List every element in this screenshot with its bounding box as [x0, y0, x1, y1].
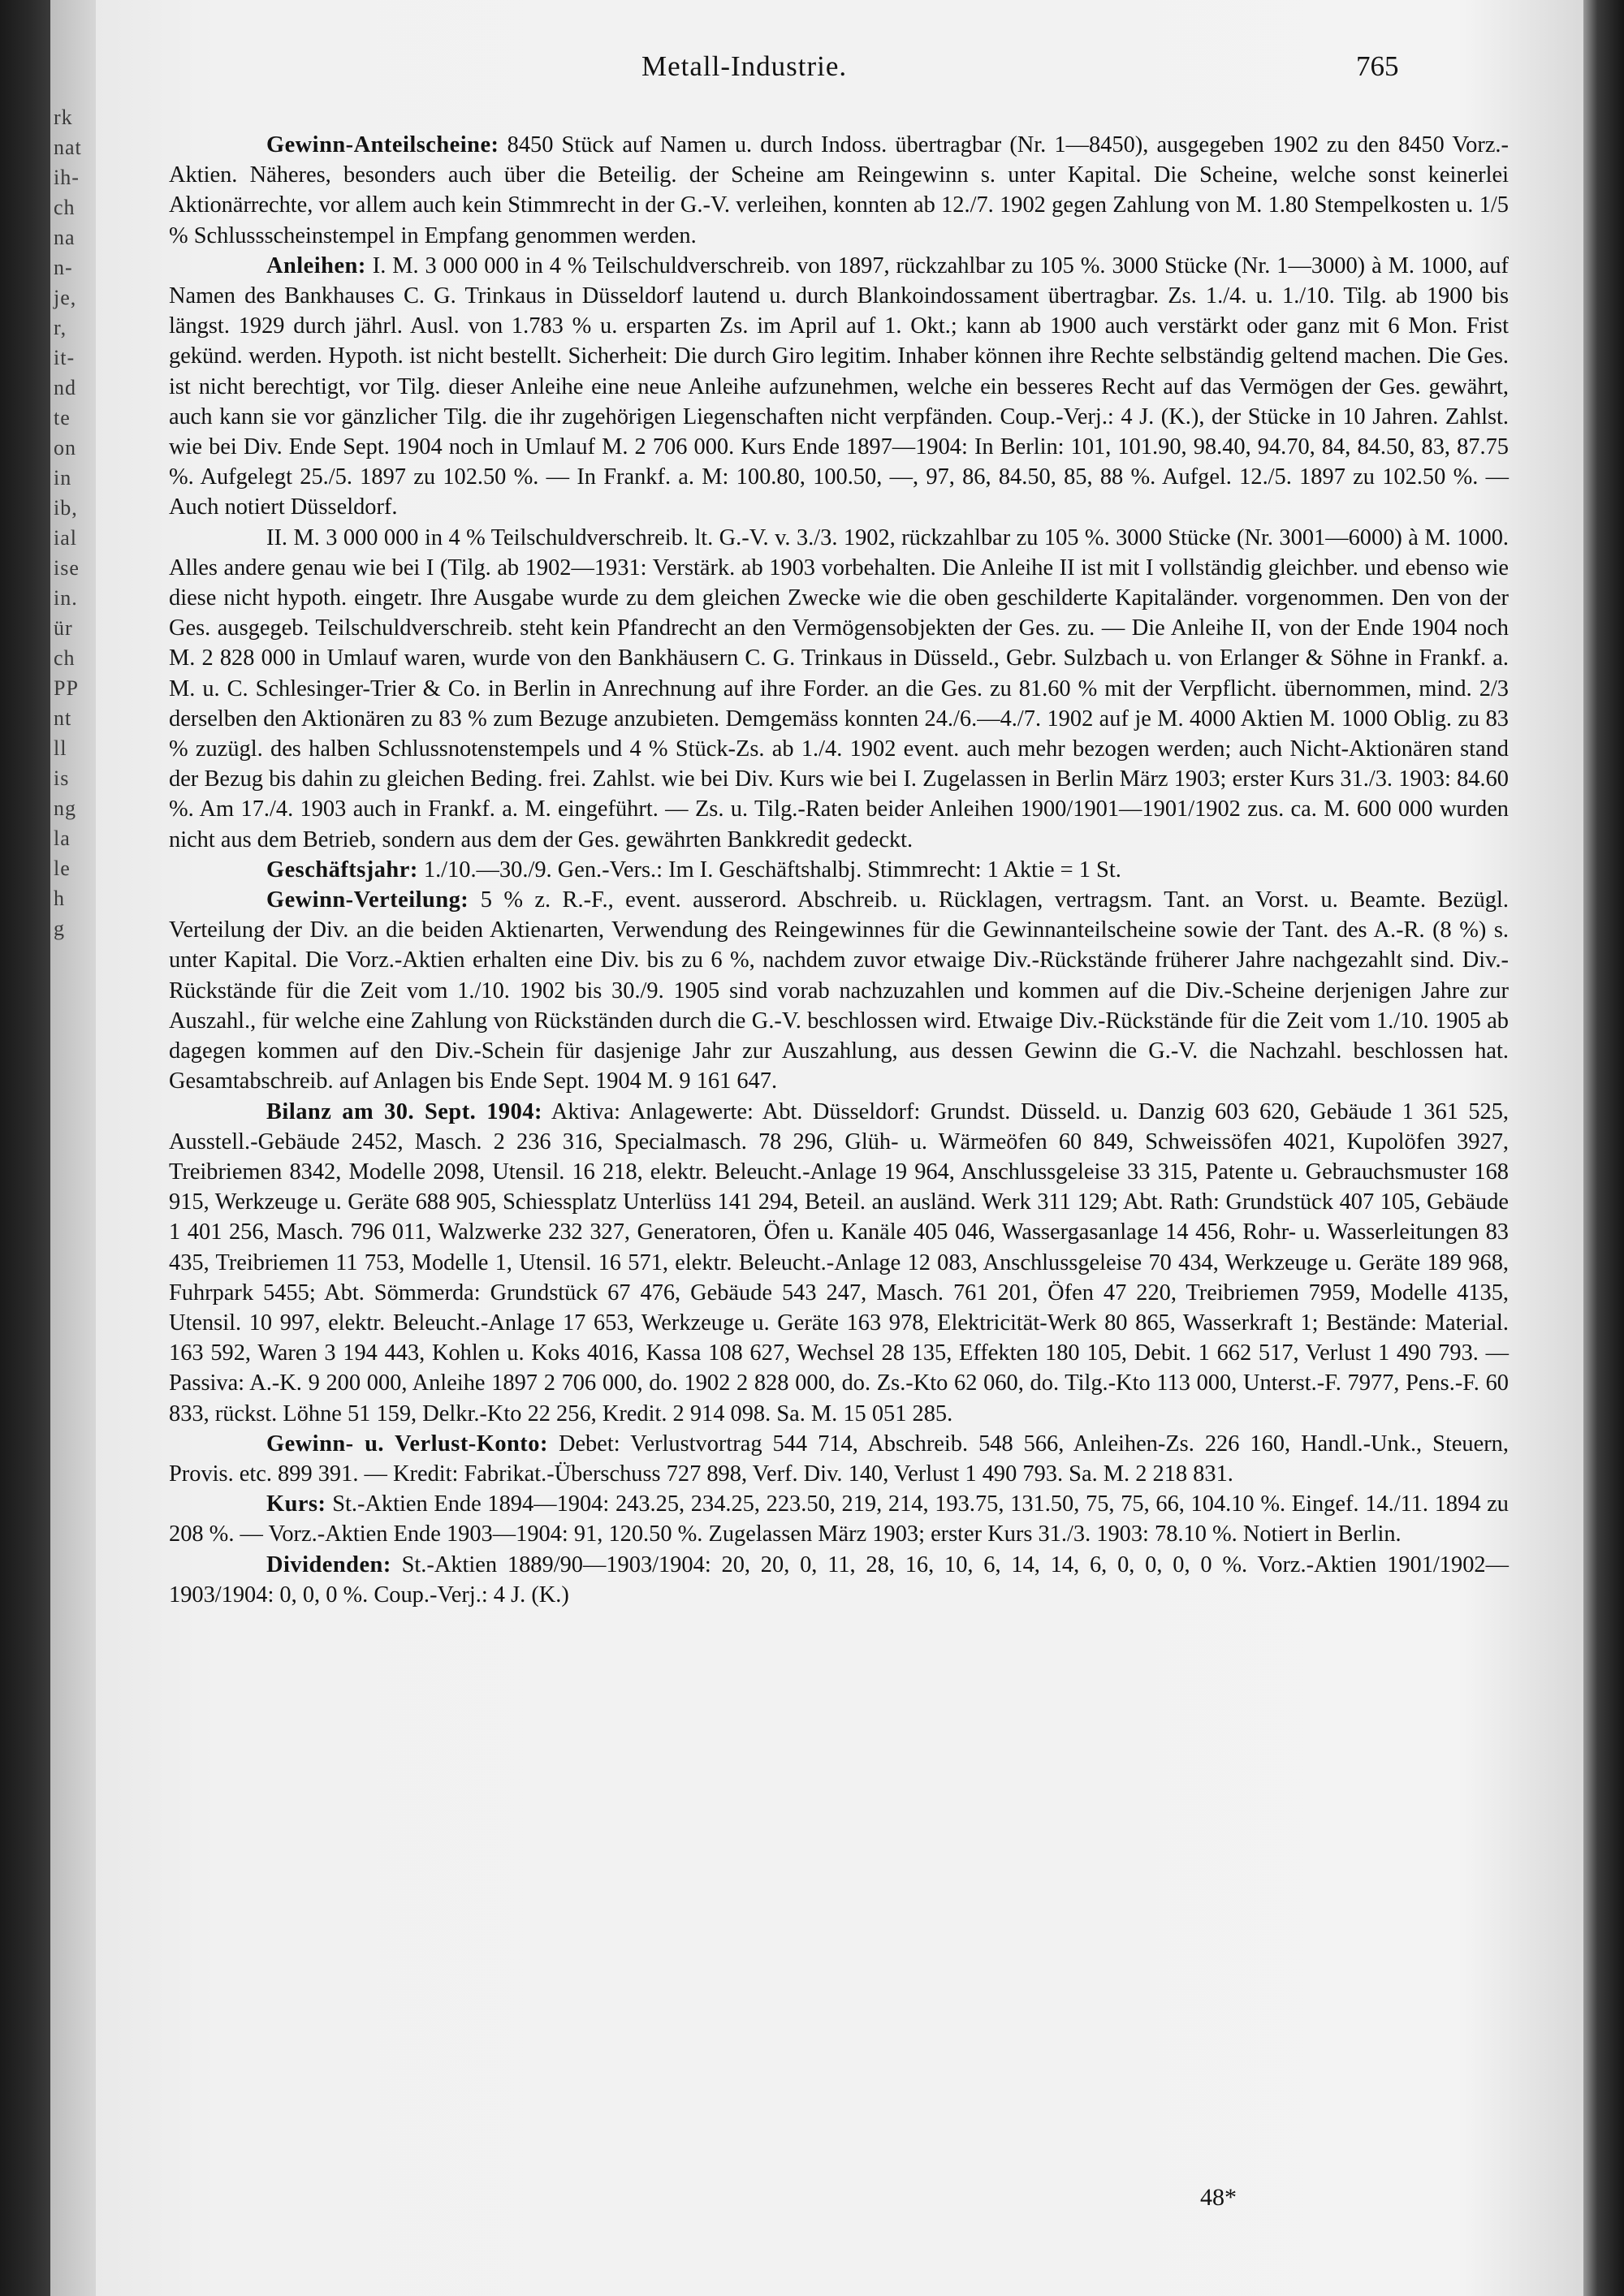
- margin-fragment: ib,: [54, 496, 78, 520]
- book-spine-shadow: [1583, 0, 1624, 2296]
- paragraph-gewinn-verlust: [169, 1429, 1509, 1489]
- page-number: 765: [1356, 50, 1399, 82]
- paragraph-gewinn-anteilscheine: [169, 130, 1509, 251]
- paragraph-text: Aktiva: Anlagewerte: Abt. Düsseldorf: Grundst. Düsseld. u. Danzig 603 620, Gebäude 1 361 525, Ausstell.-Gebäude 2452, Masch. 2 236 316, Specialmasch. 78 296, Glüh- u. Wärmeöfen 60 849, Schweissöfen 4021, Kupolöfen 3927, Treibriemen 8342, Modelle 2098, Utensil. 16 218, elektr. Beleucht.-Anlage 19 964, Anschlussgeleise 33 315, Patente u. Gebrauchsmuster 168 915, Werkzeuge u. Geräte 688 905, Schiessplatz Unterlüss 141 294, Beteil. an ausländ. Werk 311 129; Abt. Rath: Grundstück 407 105, Gebäude 1 401 256, Masch. 796 011, Walzwerke 232 327, Generatoren, Öfen u. Kanäle 405 046, Wassergasanlage 14 456, Rohr- u. Wasserleitungen 83 435, Treibriemen 11 753, Modelle 1, Utensil. 16 571, elektr. Beleucht.-Anlage 12 083, Anschlussgeleise 70 434, Werkzeuge u. Geräte 189 968, Fuhrpark 5455; Abt. Sömmerda: Grundstück 67 476, Gebäude 543 247, Masch. 761 201, Öfen 47 220, Treibriemen 7959, Modelle 4135, Utensil. 10 997, elektr. Beleucht.-Anlage 17 653, Werkzeuge u. Geräte 163 978, Elektricität-Werk 80 865, Wasserkraft 1; Bestände: Material. 163 592, Waren 3 194 443, Kohlen u. Koks 4016, Kassa 108 627, Wechsel 28 135, Effekten 180 105, Debit. 1 662 517, Verlust 1 490 793. — Passiva: A.-K. 9 200 000, Anleihe 1897 2 706 000, do. 1902 2 828 000, do. Zs.-Kto 62 060, do. Tilg.-Kto 113 000, Unterst.-F. 7977, Pens.-F. 60 833, rückst. Löhne 51 159, Delkr.-Kto 22 256, Kredit. 2 914 098. Sa. M. 15 051 285.: [169, 1098, 1510, 1426]
- margin-fragment: h: [54, 887, 65, 910]
- margin-fragment: ll: [54, 736, 67, 760]
- margin-fragment: nat: [54, 136, 82, 159]
- paragraph-label: Gewinn-Verteilung:: [266, 887, 469, 913]
- margin-fragment: in: [54, 466, 72, 490]
- margin-fragment: ise: [54, 556, 80, 580]
- scan-dark-edge: [0, 0, 50, 2296]
- margin-fragment: on: [54, 436, 76, 460]
- paragraph-label: Bilanz am 30. Sept. 1904:: [266, 1098, 542, 1124]
- paragraph-gewinn-verteilung: [169, 885, 1509, 1096]
- book-page: [96, 0, 1583, 2296]
- margin-fragment: ih-: [54, 166, 80, 189]
- margin-fragment: na: [54, 226, 76, 249]
- paragraph-anleihen-ii: [169, 523, 1509, 855]
- paragraph-geschaeftsjahr: [169, 855, 1509, 885]
- paragraph-dividenden: [169, 1550, 1509, 1610]
- paragraph-label: Gewinn- u. Verlust-Konto:: [266, 1431, 548, 1457]
- margin-fragment: r,: [54, 316, 67, 339]
- paragraph-text: II. M. 3 000 000 in 4 % Teilschuldverschreib. lt. G.-V. v. 3./3. 1902, rückzahlbar zu 105 %. 3000 Stücke (Nr. 3001—6000) à M. 1000. Alles andere genau wie bei I (Tilg. ab 1902—1931: Verstärk. ab 1903 vorbehalten. Die Anleihe II ist mit I vollständig gleichber. und ebenso wie diese nicht hypoth. eingetr. Ihre Ausgabe wurde zu dem gleichen Zwecke wie die oben geschilderte Kapitaländer. vorgenommen. Den von der Ges. ausgegeb. Teilschuldverschreib. steht kein Pfandrecht an den Vermögensobjekten der Ges. zu. — Die Anleihe II, von der Ende 1904 noch M. 2 828 000 in Umlauf waren, wurde von den Bankhäusern C. G. Trinkaus in Düsseld., Gebr. Sulzbach u. von Erlanger & Söhne in Frankf. a. M. u. C. Schlesinger-Trier & Co. in Berlin in Anrechnung auf ihre Forder. an die Ges. zu 81.60 % mit der Verpflicht. übernommen, mind. 2/3 derselben den Aktionären zu 83 % zum Bezuge anzubieten. Demgemäss konnten 24./6.—4./7. 1902 auf je M. 4000 Aktien M. 1000 Oblig. zu 83 % zuzügl. des halben Schlussnotenstempels und 4 % Stück-Zs. ab 1./4. 1902 event. auch mehr bezogen werden; auch Nicht-Aktionären stand der Bezug bis dahin zu gleichen Beding. frei. Zahlst. wie bei Div. Kurs wie bei I. Zugelassen in Berlin März 1903; erster Kurs 31./3. 1903: 84.60 %. Am 17./4. 1903 auch in Frankf. a. M. eingeführt. — Zs. u. Tilg.-Raten beider Anleihen 1900/1901—1901/1902 zus. ca. M. 600 000 wurden nicht aus dem Betrieb, sondern aus dem der Ges. gewährten Bankkredit gedeckt.: [169, 524, 1509, 852]
- running-title: Metall-Industrie.: [641, 50, 848, 82]
- margin-fragment: nt: [54, 706, 72, 730]
- margin-fragment: it-: [54, 346, 76, 369]
- margin-fragment: le: [54, 857, 71, 880]
- paragraph-bilanz: [169, 1097, 1509, 1429]
- paragraph-label: Kurs:: [266, 1491, 326, 1517]
- paragraph-kurs: [169, 1489, 1509, 1549]
- paragraph-anleihen-i: [169, 251, 1509, 523]
- margin-fragment: ial: [54, 526, 77, 550]
- paragraph-label: Gewinn-Anteilscheine:: [266, 132, 499, 158]
- margin-fragment: rk: [54, 106, 73, 129]
- paragraph-text: St.-Aktien Ende 1894—1904: 243.25, 234.25, 223.50, 219, 214, 193.75, 131.50, 75, 75, 66, 104.10 %. Eingef. 14./11. 1894 zu 208 %. — Vorz.-Aktien Ende 1903—1904: 91, 120.50 %. Zugelassen März 1903; erster Kurs 31./3. 1903: 78.10 %. Notiert in Berlin.: [169, 1491, 1509, 1547]
- margin-fragment: PP: [54, 676, 79, 700]
- paragraph-text: 5 % z. R.-F., event. ausserord. Abschreib. u. Rücklagen, vertragsm. Tant. an Vorst. u. Beamte. Bezügl. Verteilung der Div. an die beiden Aktienarten, Verwendung des Reingewinnes für die Gewinnanteilscheine sowie der Tant. des A.-R. (8 %) s. unter Kapital. Die Vorz.-Aktien erhalten eine Div. bis zu 6 %, nachdem zuvor etwaige Div.-Rückstände früherer Jahre nachgezahlt sind. Div.-Rückstände für die Zeit vom 1./10. 1902 bis 30./9. 1905 sind vorab nachzuzahlen und kommen auf die Div.-Scheine derjenigen Jahre zur Auszahl., für welche eine Zahlung von Rückständen durch die G.-V. beschlossen wird. Etwaige Div.-Rückstände für die Zeit vom 1./10. 1905 ab dagegen kommen auf den Div.-Schein für dasjenige Jahr zur Auszahlung, aus dessen Gewinn die G.-V. die Nachzahl. beschlossen hat. Gesamtabschreib. auf Anlagen bis Ende Sept. 1904 M. 9 161 647.: [169, 887, 1509, 1094]
- margin-fragment: te: [54, 406, 71, 429]
- margin-fragment: g: [54, 917, 65, 940]
- paragraph-label: Dividenden:: [266, 1552, 391, 1577]
- margin-fragment: ng: [54, 796, 76, 820]
- margin-fragment: je,: [54, 286, 77, 309]
- margin-fragment: la: [54, 826, 71, 850]
- paragraph-text: St.-Aktien 1889/90—1903/1904: 20, 20, 0, 11, 28, 16, 10, 6, 14, 14, 6, 0, 0, 0, 0 %. Vorz.-Aktien 1901/1902—1903/1904: 0, 0, 0 %. Coup.-Verj.: 4 J. (K.): [169, 1552, 1509, 1608]
- margin-fragment: is: [54, 766, 70, 790]
- paragraph-label: Geschäftsjahr:: [266, 857, 418, 883]
- paragraph-text: I. M. 3 000 000 in 4 % Teilschuldverschreib. von 1897, rückzahlbar zu 105 %. 3000 Stücke (Nr. 1—3000) à M. 1000, auf Namen des Bankhauses C. G. Trinkaus in Düsseldorf lautend u. durch Blankoindossament übertragbar. Zs. 1./4. u. 1./10. Tilg. ab 1900 bis längst. 1929 durch jährl. Ausl. von 1.783 % u. ersparten Zs. im April auf 1. Okt.; kann ab 1900 auch verstärkt oder ganz mit 6 Mon. Frist gekünd. werden. Hypoth. ist nicht bestellt. Sicherheit: Die durch Giro legitim. Inhaber können ihre Rechte selbständig geltend machen. Die Ges. ist nicht berechtigt, vor Tilg. dieser Anleihe eine neue Anleihe aufzunehmen, welche ein besseres Recht auf das Vermögen der Ges. gewährt, auch kann sie vor gänzlicher Tilg. die ihr zugehörigen Liegenschaften nicht verpfänden. Coup.-Verj.: 4 J. (K.), der Stücke in 10 Jahren. Zahlst. wie bei Div. Ende Sept. 1904 noch in Umlauf M. 2 706 000. Kurs Ende 1897—1904: In Berlin: 101, 101.90, 98.40, 94.70, 84, 84.50, 83, 87.75 %. Aufgelegt 25./5. 1897 zu 102.50 %. — In Frankf. a. M: 100.80, 100.50, —, 97, 86, 84.50, 85, 88 %. Aufgel. 12./5. 1897 zu 102.50 %. — Auch notiert Düsseldorf.: [169, 252, 1509, 520]
- running-header: [96, 50, 1583, 99]
- margin-fragment: n-: [54, 256, 73, 279]
- signature-mark: 48*: [1200, 2184, 1237, 2211]
- entry-body: [169, 130, 1509, 1610]
- margin-fragment: in.: [54, 586, 78, 610]
- paragraph-text: 1./10.—30./9. Gen.-Vers.: Im I. Geschäftshalbj. Stimmrecht: 1 Aktie = 1 St.: [423, 857, 1121, 883]
- margin-fragment: ür: [54, 616, 73, 640]
- margin-fragment: nd: [54, 376, 76, 399]
- margin-fragment: ch: [54, 646, 76, 670]
- paragraph-text: Debet: Verlustvortrag 544 714, Abschreib. 548 566, Anleihen-Zs. 226 160, Handl.-Unk., Steuern, Provis. etc. 899 391. — Kredit: Fabrikat.-Überschuss 727 898, Verf. Div. 140, Verlust 1 490 793. Sa. M. 2 218 831.: [169, 1431, 1509, 1487]
- paragraph-label: Anleihen:: [266, 252, 366, 278]
- paragraph-text: 8450 Stück auf Namen u. durch Indoss. übertragbar (Nr. 1—8450), ausgegeben 1902 zu den 8450 Vorz.-Aktien. Näheres, besonders auch über die Beteilig. der Scheine am Reingewinn s. unter Kapital. Die Scheine, welche sonst keinerlei Aktionärrechte, vor allem auch kein Stimmrecht in der G.-V. verleihen, konnten ab 12./7. 1902 gegen Zahlung von M. 1.80 Stempelkosten u. 1/5 % Schlussscheinstempel in Empfang genommen werden.: [169, 132, 1509, 248]
- margin-fragment: ch: [54, 196, 76, 219]
